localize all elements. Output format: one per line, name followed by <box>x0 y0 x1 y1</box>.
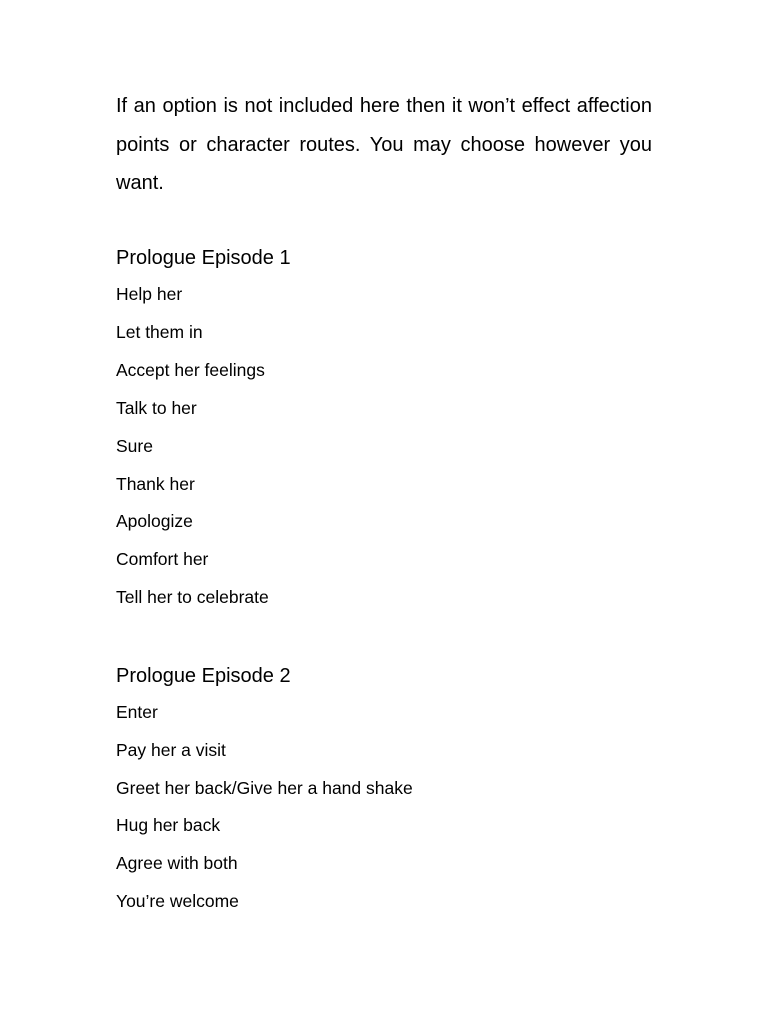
option-list <box>116 694 652 921</box>
option-item: You’re welcome <box>116 890 239 911</box>
intro-paragraph: If an option is not included here then it won’t effect affection points or character routes. You may choose however you want. <box>116 95 652 194</box>
section-heading: Prologue Episode 2 <box>116 665 291 687</box>
section-prologue-episode-1 <box>116 240 652 617</box>
option-item: Tell her to celebrate <box>116 587 269 608</box>
option-item: Let them in <box>116 321 203 342</box>
option-item: Greet her back/Give her a hand shake <box>116 777 413 798</box>
option-item: Hug her back <box>116 815 221 836</box>
option-item: Help her <box>116 284 183 304</box>
option-list <box>116 276 652 617</box>
option-item: Accept her feelings <box>116 359 265 380</box>
option-item: Enter <box>116 702 158 722</box>
option-item: Comfort her <box>116 549 209 570</box>
option-item: Apologize <box>116 511 193 532</box>
section-heading: Prologue Episode 1 <box>116 247 291 269</box>
option-item: Pay her a visit <box>116 739 226 760</box>
section-prologue-episode-2 <box>116 658 652 921</box>
option-item: Talk to her <box>116 397 197 418</box>
option-item: Agree with both <box>116 853 238 874</box>
option-item: Thank her <box>116 473 195 494</box>
option-item: Sure <box>116 435 153 456</box>
